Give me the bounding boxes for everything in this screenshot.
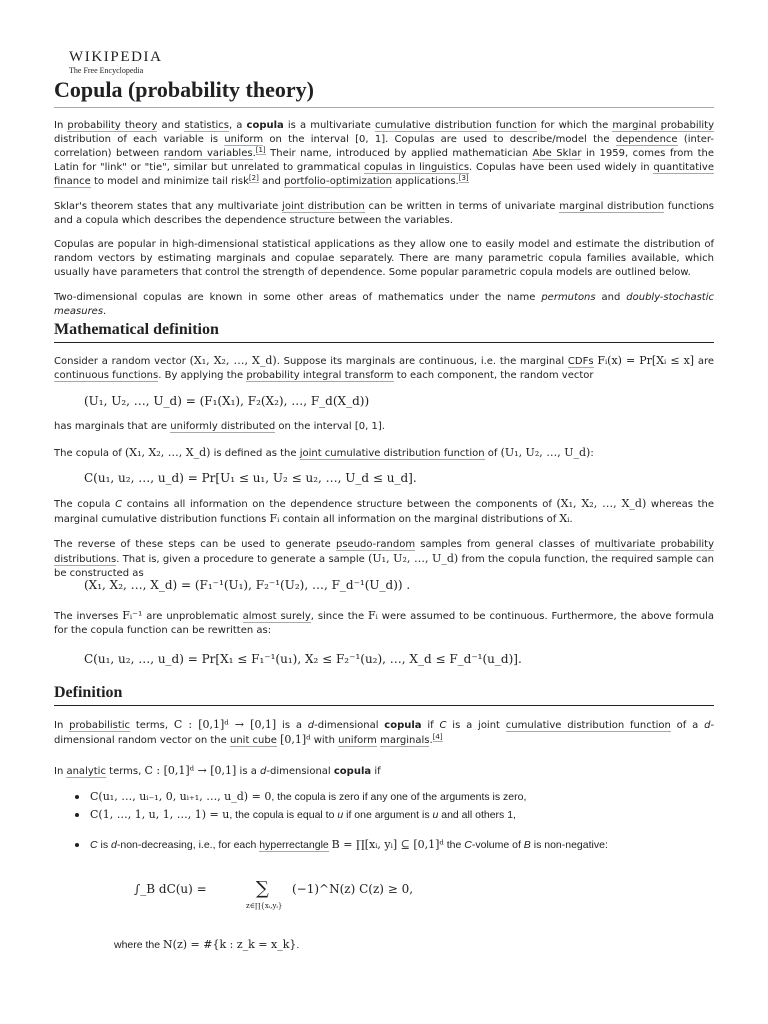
text: -non-decreasing, i.e., for each <box>116 839 260 851</box>
text: were assumed to be continuous. Furthermore, the above formula for the copula function can be rewritten as: <box>54 611 714 636</box>
section-heading-mathematical-definition: Mathematical definition <box>54 319 714 343</box>
intro-paragraph-2 <box>54 200 714 228</box>
where-clause <box>114 938 734 952</box>
text: The reverse of these steps can be used to generate <box>54 539 336 550</box>
summation-index: z∈∏{xᵢ,yᵢ} <box>246 902 283 910</box>
text: , a <box>229 120 247 131</box>
link-pseudo-random[interactable]: pseudo-random <box>335 539 416 550</box>
citation-2[interactable]: [2] <box>248 173 259 182</box>
text: on the interval [0, 1]. <box>275 421 385 432</box>
text: for which the <box>536 120 613 131</box>
text: . By applying the <box>158 370 247 381</box>
text: of <box>484 448 501 459</box>
text: . Suppose its marginals are continuous, i.e. the marginal <box>276 356 568 367</box>
link-almost-surely[interactable]: almost surely <box>242 611 311 622</box>
math-random-vector: (X₁, X₂, …, X_d) <box>556 497 647 510</box>
var-u: u <box>432 809 439 821</box>
wikipedia-logo[interactable] <box>69 49 163 76</box>
link-multivariate-probability-distributions[interactable]: multivariate probability distributions <box>54 539 714 565</box>
math-marginal-cdf: Fᵢ(x) = Pr[Xᵢ ≤ x] <box>597 354 695 367</box>
term-doubly-stochastic-measures: doubly-stochastic measures <box>54 292 715 317</box>
citation-1[interactable]: [1] <box>255 145 266 154</box>
math-fi: Fᵢ <box>269 512 280 525</box>
math-xi: Xᵢ <box>559 512 570 525</box>
text: Their name, introduced by applied mathematician <box>265 148 533 159</box>
math-fi: Fᵢ <box>368 609 378 622</box>
list-item-uniform-margins <box>90 808 710 822</box>
link-statistics[interactable]: statistics <box>184 120 230 131</box>
text: can be written in terms of univariate <box>364 201 560 212</box>
math-uniform-margin: C(1, …, 1, u, 1, …, 1) = u <box>90 808 230 821</box>
text: In <box>54 720 70 731</box>
link-probabilistic[interactable]: probabilistic <box>69 720 131 731</box>
link-copulas-in-linguistics[interactable]: copulas in linguistics <box>364 162 470 173</box>
equation-rhs: (−1)^N(z) C(z) ≥ 0, <box>292 882 414 896</box>
bullet-icon <box>75 843 79 847</box>
link-continuous-functions[interactable]: continuous functions <box>54 370 159 381</box>
link-quantitative-finance[interactable]: quantitative finance <box>54 162 714 187</box>
link-marginals[interactable]: marginals <box>380 735 430 746</box>
list-item-groundedness <box>90 790 710 804</box>
link-uniform[interactable]: uniform <box>224 134 264 145</box>
text: with <box>310 735 339 746</box>
link-probability-theory[interactable]: probability theory <box>67 120 158 131</box>
text: contains all information on the dependence structure between the components of <box>122 499 557 510</box>
math-unit-cube: [0,1]ᵈ <box>280 733 311 746</box>
equation-c-volume <box>134 878 534 914</box>
text: is a joint <box>446 720 506 731</box>
text: distribution of each variable is <box>54 134 225 145</box>
list-item-d-non-decreasing <box>90 838 710 852</box>
text: if one argument is <box>343 809 433 821</box>
text: and <box>258 176 284 187</box>
link-uniform[interactable]: uniform <box>338 735 377 746</box>
text: of a <box>670 720 705 731</box>
page-title: Copula (probability theory) <box>54 75 714 108</box>
text: . <box>252 148 256 159</box>
text: -dimensional random vector on the <box>54 720 715 746</box>
math-copula-map: C : [0,1]ᵈ → [0,1] <box>144 764 237 777</box>
text: , the copula is zero if any one of the arguments is zero, <box>271 791 527 803</box>
math-def-paragraph-5 <box>54 538 714 581</box>
text: -dimensional <box>266 766 334 777</box>
text: whereas the marginal cumulative distribution functions <box>54 499 715 525</box>
math-copula-map: C : [0,1]ᵈ → [0,1] <box>173 718 277 731</box>
link-portfolio-optimization[interactable]: portfolio-optimization <box>283 176 392 187</box>
text: is a multivariate <box>283 120 376 131</box>
text: In <box>54 766 67 777</box>
term-copula: copula <box>384 720 422 731</box>
section-heading-definition: Definition <box>54 682 714 706</box>
text: The copula <box>54 499 116 510</box>
citation-3[interactable]: [3] <box>458 173 469 182</box>
intro-paragraph-4 <box>54 291 714 319</box>
link-probability-integral-transform[interactable]: probability integral transform <box>246 370 394 381</box>
var-d: d <box>111 839 117 851</box>
text: are unproblematic <box>142 611 243 622</box>
math-def-paragraph-2 <box>54 420 714 434</box>
var-d: d <box>260 766 267 777</box>
math-random-vector: (X₁, X₂, …, X_d) <box>189 354 277 367</box>
text: terms, <box>105 766 145 777</box>
var-c: C <box>439 720 447 731</box>
text: . Copulas have been used widely in <box>469 162 654 173</box>
text: . <box>103 306 107 317</box>
text: . That is, given a procedure to generate a sample <box>116 554 369 565</box>
text: The inverses <box>54 611 123 622</box>
equation-copula-definition: C(u₁, u₂, …, u_d) = Pr[U₁ ≤ u₁, U₂ ≤ u₂, …, U_d ≤ u_d]. <box>84 471 417 485</box>
link-random-variables[interactable]: random variables <box>163 148 253 159</box>
definition-paragraph-1 <box>54 718 714 748</box>
text: on the interval [0, 1]. Copulas are used to describe/model the <box>263 134 616 145</box>
text: terms, <box>130 720 174 731</box>
text: is defined as the <box>210 448 300 459</box>
var-u: u <box>337 809 344 821</box>
text: . <box>569 514 573 525</box>
text: where the <box>114 939 164 951</box>
text: , the copula is equal to <box>229 809 338 821</box>
text: . <box>429 735 433 746</box>
link-cumulative-distribution-function[interactable]: cumulative distribution function <box>375 120 537 131</box>
intro-paragraph-3: Copulas are popular in high-dimensional statistical applications as they allow one to easily model and estimate the distribution of random vectors by estimating marginals and copulae separately. There are many parametric copula families available, which usually have parameters that control the strength of dependence. Some popular parametric copula models are outlined below. <box>54 239 714 278</box>
equation-copula-rewritten: C(u₁, u₂, …, u_d) = Pr[X₁ ≤ F₁⁻¹(u₁), X₂ ≤ F₂⁻¹(u₂), …, X_d ≤ F_d⁻¹(u_d)]. <box>84 652 522 666</box>
text: . <box>296 939 300 951</box>
link-joint-cumulative-distribution-function[interactable]: joint cumulative distribution function <box>299 448 485 459</box>
link-marginal-distribution[interactable]: marginal distribution <box>559 201 665 212</box>
link-cdfs[interactable]: CDFs <box>567 356 594 367</box>
math-def-paragraph-4 <box>54 497 714 527</box>
link-hyperrectangle[interactable]: hyperrectangle <box>259 839 329 851</box>
text: and <box>595 292 627 303</box>
text: applications. <box>392 176 459 187</box>
link-joint-distribution[interactable]: joint distribution <box>282 201 365 212</box>
link-marginal-probability[interactable]: marginal probability <box>612 120 714 131</box>
text: is a <box>276 720 308 731</box>
logo-tagline: The Free Encyclopedia <box>69 66 144 75</box>
text: functions and a copula which describes the dependence structure between the variables. <box>54 201 714 226</box>
text: is <box>97 839 112 851</box>
intro-paragraph-1 <box>54 119 714 189</box>
math-grounded: C(u₁, …, uᵢ₋₁, 0, uᵢ₊₁, …, u_d) = 0 <box>90 790 272 803</box>
text: from the copula function, the required sample can be constructed as <box>54 554 714 579</box>
text: Sklar's theorem states that any multivariate <box>54 201 283 212</box>
text: in 1959, comes from the Latin for "link" or "tie", similar but unrelated to grammatical <box>54 148 714 173</box>
text: samples from general classes of <box>415 539 595 550</box>
term-copula: copula <box>333 766 372 777</box>
definition-paragraph-2 <box>54 764 714 779</box>
text: is non-negative: <box>530 839 608 851</box>
text: , since the <box>310 611 369 622</box>
text: and <box>157 120 185 131</box>
text: contain all information on the marginal distributions of <box>279 514 560 525</box>
var-b: B <box>523 839 531 851</box>
math-def-paragraph-6 <box>54 609 714 638</box>
link-analytic[interactable]: analytic <box>66 766 106 777</box>
text: Consider a random vector <box>54 356 190 367</box>
text: has marginals that are <box>54 421 171 432</box>
text: is a <box>236 766 261 777</box>
var-c: C <box>464 839 472 851</box>
text: if <box>421 720 440 731</box>
var-d: d <box>704 720 711 731</box>
var-c: C <box>90 839 98 851</box>
math-def-paragraph-1 <box>54 354 714 383</box>
citation-4[interactable]: [4] <box>432 732 443 741</box>
equation-inverse-sample: (X₁, X₂, …, X_d) = (F₁⁻¹(U₁), F₂⁻¹(U₂), …, F_d⁻¹(U_d)) . <box>84 578 411 592</box>
var-c: C <box>115 499 123 510</box>
link-cumulative-distribution-function[interactable]: cumulative distribution function <box>505 720 671 731</box>
text: : <box>590 448 594 459</box>
var-d: d <box>307 720 315 731</box>
summation-symbol: ∑ <box>256 878 269 899</box>
text: and all others 1, <box>438 809 516 821</box>
text: to model and minimize tail risk <box>90 176 249 187</box>
text: if <box>371 766 381 777</box>
link-abe-sklar[interactable]: Abe Sklar <box>532 148 582 159</box>
text: Two-dimensional copulas are known in some other areas of mathematics under the name <box>54 292 542 303</box>
text: In <box>54 120 68 131</box>
logo-wordmark: WIKIPEDIA <box>69 49 163 65</box>
math-fi-inverse: Fᵢ⁻¹ <box>122 609 143 622</box>
bullet-icon <box>75 813 79 817</box>
bullet-icon <box>75 795 79 799</box>
text: are <box>694 356 715 367</box>
text: to each component, the random vector <box>393 370 594 381</box>
equation-lhs: ∫_B dC(u) = <box>134 882 207 896</box>
link-unit-cube[interactable]: unit cube <box>229 735 277 746</box>
math-hyperrectangle: B = ∏[xᵢ, yᵢ] ⊆ [0,1]ᵈ <box>331 838 444 851</box>
math-def-paragraph-3 <box>54 446 714 461</box>
text: -dimensional <box>314 720 385 731</box>
math-uniform-vector: (U₁, U₂, …, U_d) <box>500 446 591 459</box>
text: The copula of <box>54 448 125 459</box>
term-copula: copula <box>246 120 284 131</box>
math-random-vector: (X₁, X₂, …, X_d) <box>124 446 211 459</box>
text: the <box>443 839 465 851</box>
link-uniformly-distributed[interactable]: uniformly distributed <box>170 421 276 432</box>
text: -volume of <box>471 839 524 851</box>
text: (inter-correlation) between <box>54 134 714 159</box>
math-n-count: N(z) = #{k : z_k = x_k} <box>163 938 297 951</box>
math-uniform-vector: (U₁, U₂, …, U_d) <box>368 552 459 565</box>
link-dependence[interactable]: dependence <box>615 134 678 145</box>
equation-transform: (U₁, U₂, …, U_d) = (F₁(X₁), F₂(X₂), …, F_d(X_d)) <box>84 394 370 408</box>
term-permutons: permutons <box>541 292 596 303</box>
